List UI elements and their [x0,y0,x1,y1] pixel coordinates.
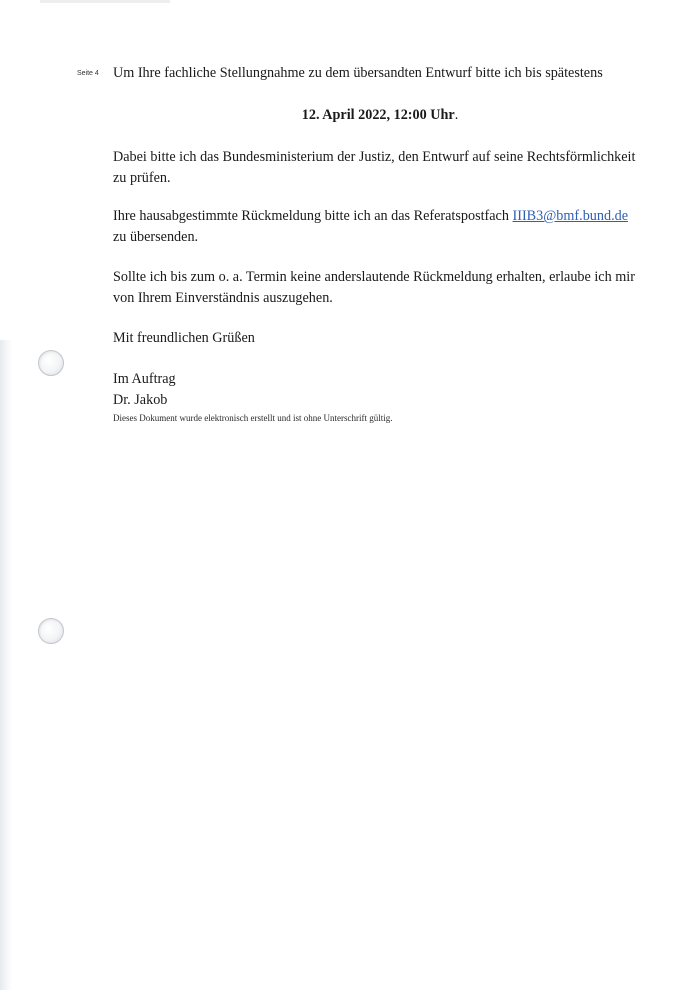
consent-paragraph: Sollte ich bis zum o. a. Termin keine anderslautende Rückmeldung erhalten, erlaube ich mir von Ihrem Einverständnis auszugehen. [113,269,635,306]
reply-text-after: zu übersenden. [113,229,199,245]
reply-text-before: Ihre hausabgestimmte Rückmeldung bitte ich an das Referatspostfach [113,208,513,224]
deadline-period: . [454,107,459,123]
closing-greeting: Mit freundlichen Grüßen [113,330,255,346]
punch-hole [38,618,64,644]
email-link[interactable]: IIIB3@bmf.bund.de [512,208,629,224]
signatory-name: Dr. Jakob [113,392,168,408]
scan-edge-shadow [0,340,12,990]
page-number-label: Seite 4 [77,70,99,77]
deadline-date: 12. April 2022, 12:00 Uhr [301,107,455,123]
electronic-signature-note: Dieses Dokument wurde elektronisch erstellt und ist ohne Unterschrift gültig. [113,413,393,423]
justiz-paragraph: Dabei bitte ich das Bundesministerium der Justiz, den Entwurf auf seine Rechtsförmlichkeit zu prüfen. [113,149,636,186]
on-behalf-label: Im Auftrag [113,371,176,387]
deadline-line [0,105,700,126]
punch-hole [38,350,64,376]
reply-paragraph [113,206,643,248]
scan-artifact [40,0,170,3]
intro-paragraph: Um Ihre fachliche Stellungnahme zu dem übersandten Entwurf bitte ich bis spätestens [113,65,603,81]
